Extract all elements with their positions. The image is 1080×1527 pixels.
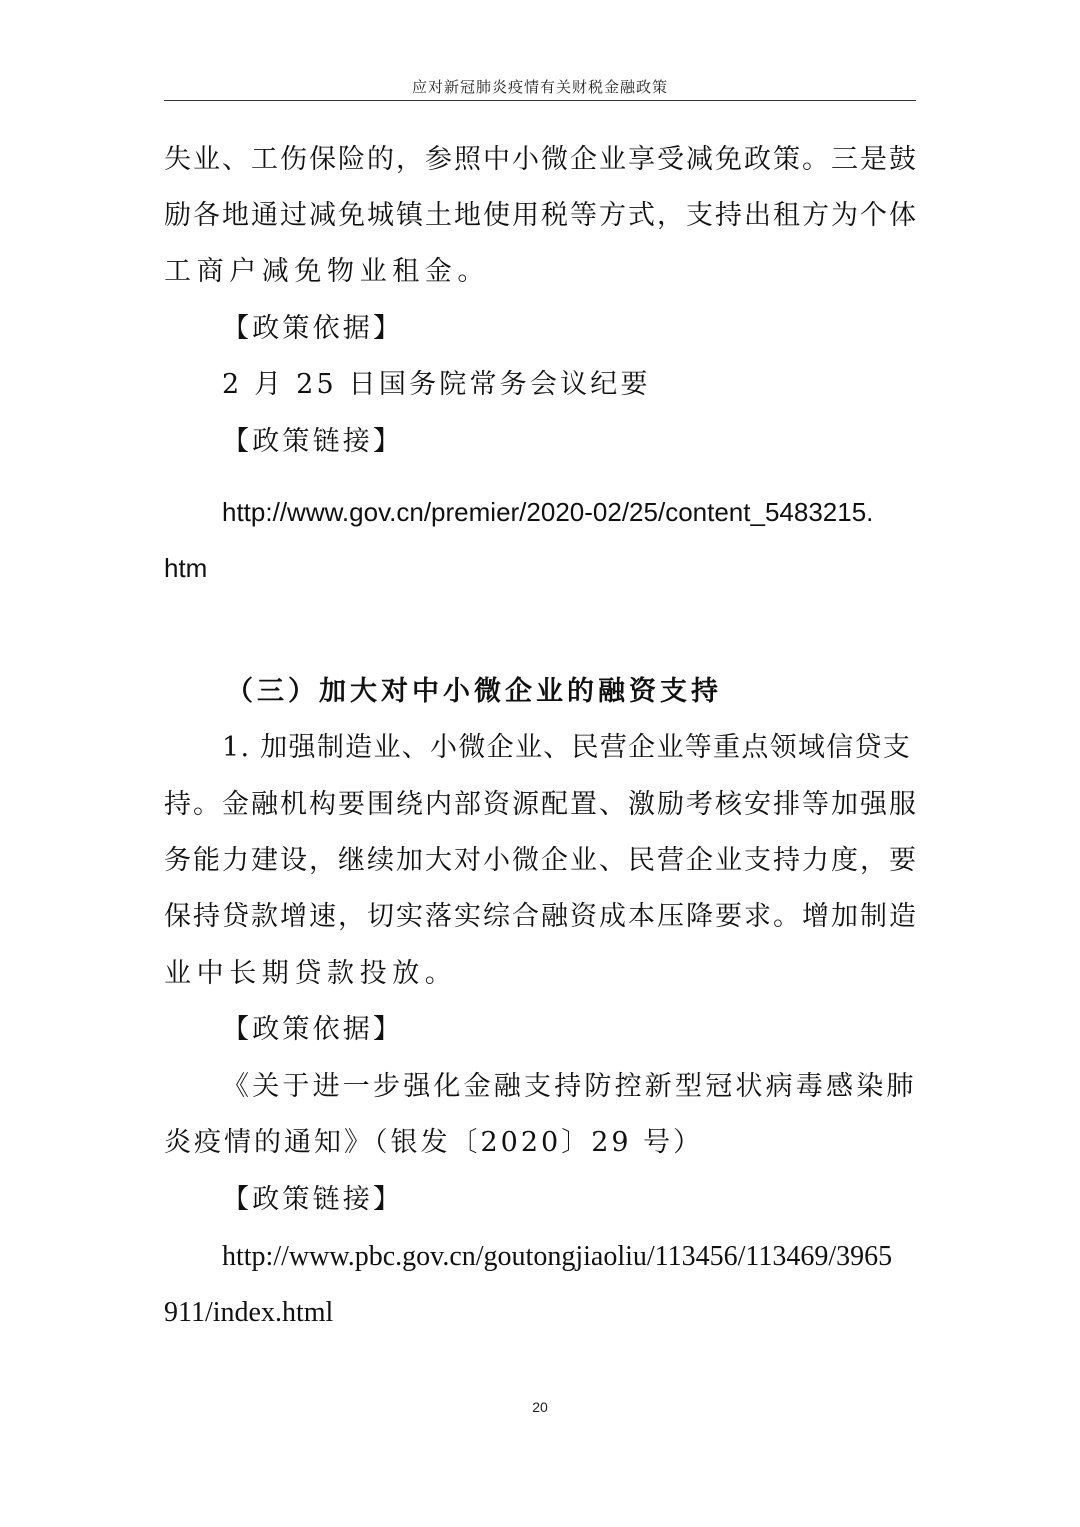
header-divider xyxy=(164,100,916,101)
policy-link-url[interactable]: http://www.pbc.gov.cn/goutongjiaoliu/113456/113469/3965 xyxy=(222,1241,893,1272)
policy-link-url-continued[interactable]: 911/index.html xyxy=(164,1297,334,1328)
page-number: 20 xyxy=(532,1399,548,1415)
section-heading: （三）加大对中小微企业的融资支持 xyxy=(226,676,722,707)
policy-link-url[interactable]: http://www.gov.cn/premier/2020-02/25/content_5483215. xyxy=(222,497,874,527)
paragraph-line: 1. 加强制造业、小微企业、民营企业等重点领域信贷支 xyxy=(222,732,912,763)
policy-link-label: 【政策链接】 xyxy=(222,1184,404,1215)
policy-basis-text-continued: 炎疫情的通知》（银发〔2020〕29 号） xyxy=(164,1127,704,1158)
paragraph-line: 持。金融机构要围绕内部资源配置、激励考核安排等加强服 xyxy=(164,789,918,820)
policy-basis-label: 【政策依据】 xyxy=(222,1014,404,1045)
running-header: 应对新冠肺炎疫情有关财税金融政策 xyxy=(411,78,668,96)
paragraph-line: 失业、工伤保险的，参照中小微企业享受减免政策。三是鼓 xyxy=(164,144,918,175)
paragraph-line: 工商户减免物业租金。 xyxy=(164,256,490,287)
policy-basis-text: 《关于进一步强化金融支持防控新型冠状病毒感染肺 xyxy=(222,1071,917,1102)
paragraph-line: 业中长期贷款投放。 xyxy=(164,958,458,989)
paragraph-line: 务能力建设，继续加大对小微企业、民营企业支持力度，要 xyxy=(164,845,918,876)
paragraph-line: 励各地通过减免城镇土地使用税等方式，支持出租方为个体 xyxy=(164,200,918,231)
policy-link-url-continued[interactable]: htm xyxy=(164,553,208,583)
policy-basis-label: 【政策依据】 xyxy=(222,313,404,344)
policy-link-label: 【政策链接】 xyxy=(222,426,404,457)
policy-basis-text: 2 月 25 日国务院常务会议纪要 xyxy=(222,369,651,400)
paragraph-line: 保持贷款增速，切实落实综合融资成本压降要求。增加制造 xyxy=(164,901,918,932)
